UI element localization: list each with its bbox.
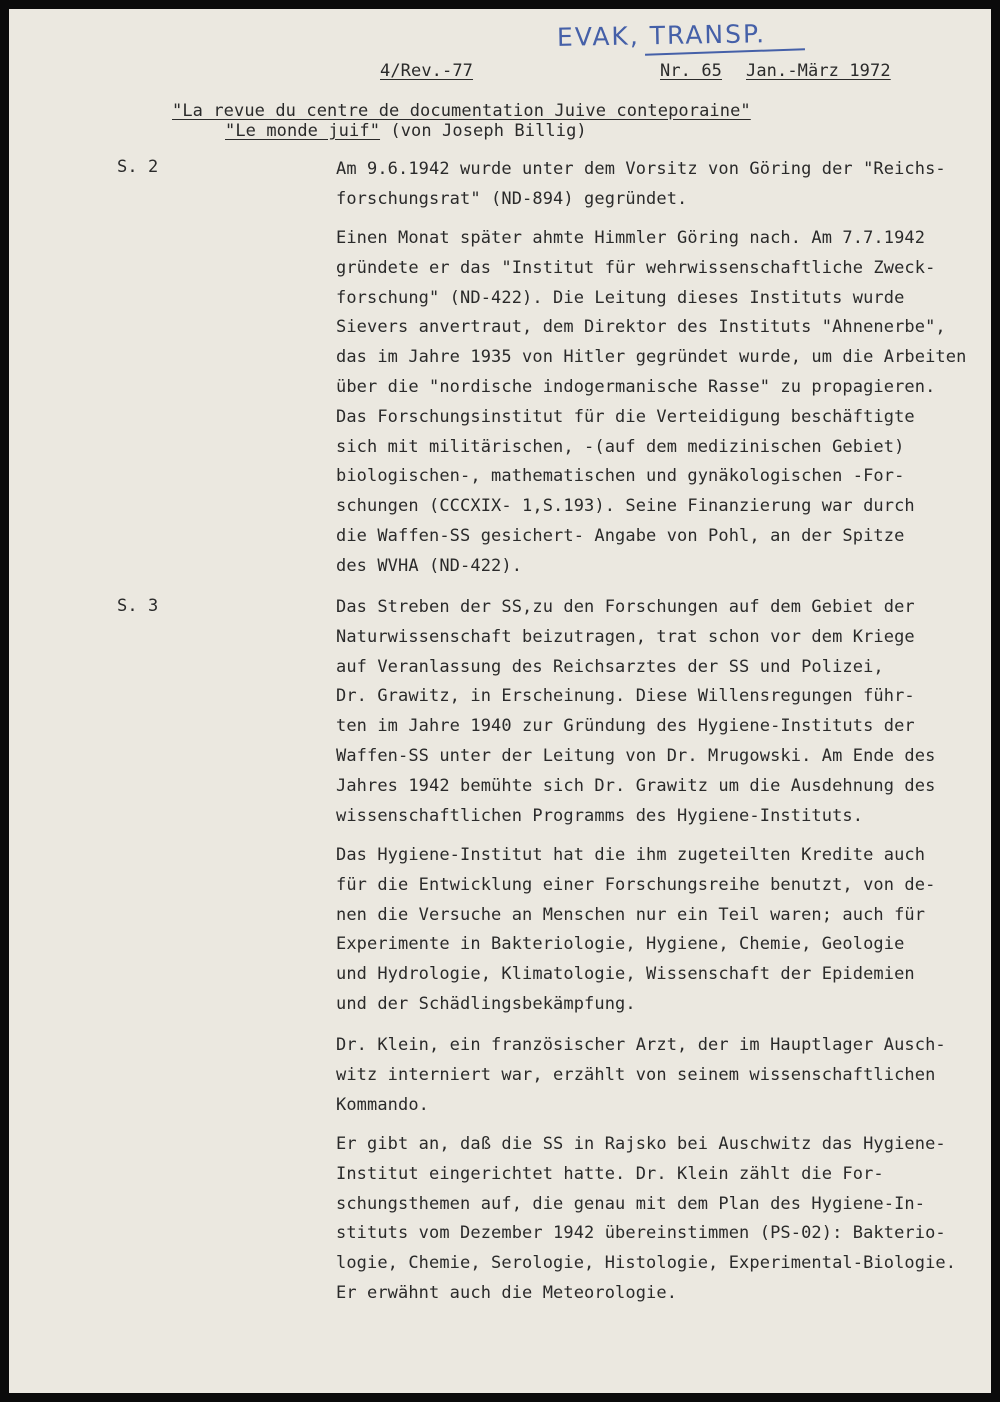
text-line: witz interniert war, erzählt von seinem wissenschaftlichen (336, 1064, 936, 1085)
text-line: Einen Monat später ahmte Himmler Göring nach. Am 7.7.1942 (336, 228, 926, 248)
text-line: und der Schädlingsbekämpfung. (336, 993, 636, 1014)
text-line: nen die Versuche an Menschen nur ein Teil waren; auch für (336, 904, 926, 925)
text-line: Experimente in Bakteriologie, Hygiene, Chemie, Geologie (336, 934, 905, 955)
text-line: Er erwähnt auch die Meteorologie. (336, 1282, 678, 1303)
text-line: forschung" (ND-422). Die Leitung dieses Instituts wurde (336, 287, 905, 308)
text-line: Das Forschungsinstitut für die Verteidigung beschäftigte (336, 406, 915, 427)
author-name: (von Joseph Billig) (390, 121, 587, 141)
paragraph-s3-4 (336, 1130, 956, 1309)
text-line: stituts vom Dezember 1942 übereinstimmen (PS-02): Bakterio- (336, 1223, 946, 1244)
text-line: das im Jahre 1935 von Hitler gegründet wurde, um die Arbeiten (336, 347, 967, 368)
text-line: Er gibt an, daß die SS in Rajsko bei Auschwitz das Hygiene- (336, 1134, 946, 1154)
text-line: Kommando. (336, 1094, 430, 1115)
journal-title-text: "La revue du centre de documentation Juive conteporaine" (172, 101, 751, 121)
paragraph-s2-2 (336, 224, 966, 582)
text-line: Am 9.6.1942 wurde unter dem Vorsitz von Göring der "Reichs- (336, 159, 946, 179)
text-line: und Hydrologie, Klimatologie, Wissenschaft der Epidemien (336, 964, 915, 985)
document-reference: 4/Rev.-77 (380, 61, 474, 81)
text-line: Dr. Klein, ein französischer Arzt, der im Hauptlager Ausch- (336, 1035, 946, 1055)
publication-title: "Le monde juif" (225, 121, 381, 141)
issue-date: Jan.-März 1972 (746, 61, 891, 81)
text-line: Waffen-SS unter der Leitung von Dr. Mrugowski. Am Ende des (336, 745, 936, 766)
paragraph-s2-1 (336, 155, 946, 215)
text-line: sich mit militärischen, -(auf dem medizinischen Gebiet) (336, 436, 905, 457)
journal-title (172, 101, 751, 121)
text-line: logie, Chemie, Serologie, Histologie, Experimental-Biologie. (336, 1253, 957, 1274)
issue-number: Nr. 65 (660, 61, 723, 81)
text-line: biologischen-, mathematischen und gynäkologischen -For- (336, 466, 905, 487)
publication-line (225, 121, 587, 141)
text-line: wissenschaftlichen Programms des Hygiene-Instituts. (336, 805, 864, 826)
text-line: für die Entwicklung einer Forschungsreihe benutzt, von de- (336, 874, 936, 895)
section-label-s2: S. 2 (117, 157, 159, 177)
text-line: forschungsrat" (ND-894) gegründet. (336, 188, 688, 209)
text-line: über die "nordische indogermanische Rasse" zu propagieren. (336, 376, 936, 397)
text-line: Jahres 1942 bemühte sich Dr. Grawitz um die Ausdehnung des (336, 775, 936, 796)
paragraph-s3-1 (336, 593, 935, 831)
text-line: Sievers anvertraut, dem Direktor des Instituts "Ahnenerbe", (336, 317, 946, 338)
document-page (9, 9, 991, 1393)
text-line: ten im Jahre 1940 zur Gründung des Hygiene-Instituts der (336, 716, 915, 737)
paragraph-s3-2 (336, 841, 935, 1020)
section-label-s3: S. 3 (117, 596, 159, 616)
text-line: Das Hygiene-Institut hat die ihm zugeteilten Kredite auch (336, 845, 926, 865)
text-line: Das Streben der SS,zu den Forschungen auf dem Gebiet der (336, 597, 915, 617)
text-line: schungen (CCCXIX- 1,S.193). Seine Finanzierung war durch (336, 496, 915, 517)
text-line: schungsthemen auf, die genau mit dem Plan des Hygiene-In- (336, 1193, 926, 1214)
text-line: die Waffen-SS gesichert- Angabe von Pohl, an der Spitze (336, 525, 905, 546)
text-line: des WVHA (ND-422). (336, 555, 523, 576)
handwritten-note: EVAK, TRANSP. (556, 19, 767, 52)
text-line: Institut eingerichtet hatte. Dr. Klein zählt die For- (336, 1163, 884, 1184)
paragraph-s3-3 (336, 1031, 946, 1120)
text-line: Dr. Grawitz, in Erscheinung. Diese Willensregungen führ- (336, 686, 915, 707)
text-line: Naturwissenschaft beizutragen, trat schon vor dem Kriege (336, 626, 915, 647)
text-line: gründete er das "Institut für wehrwissenschaftliche Zweck- (336, 257, 936, 278)
text-line: auf Veranlassung des Reichsarztes der SS und Polizei, (336, 656, 884, 677)
